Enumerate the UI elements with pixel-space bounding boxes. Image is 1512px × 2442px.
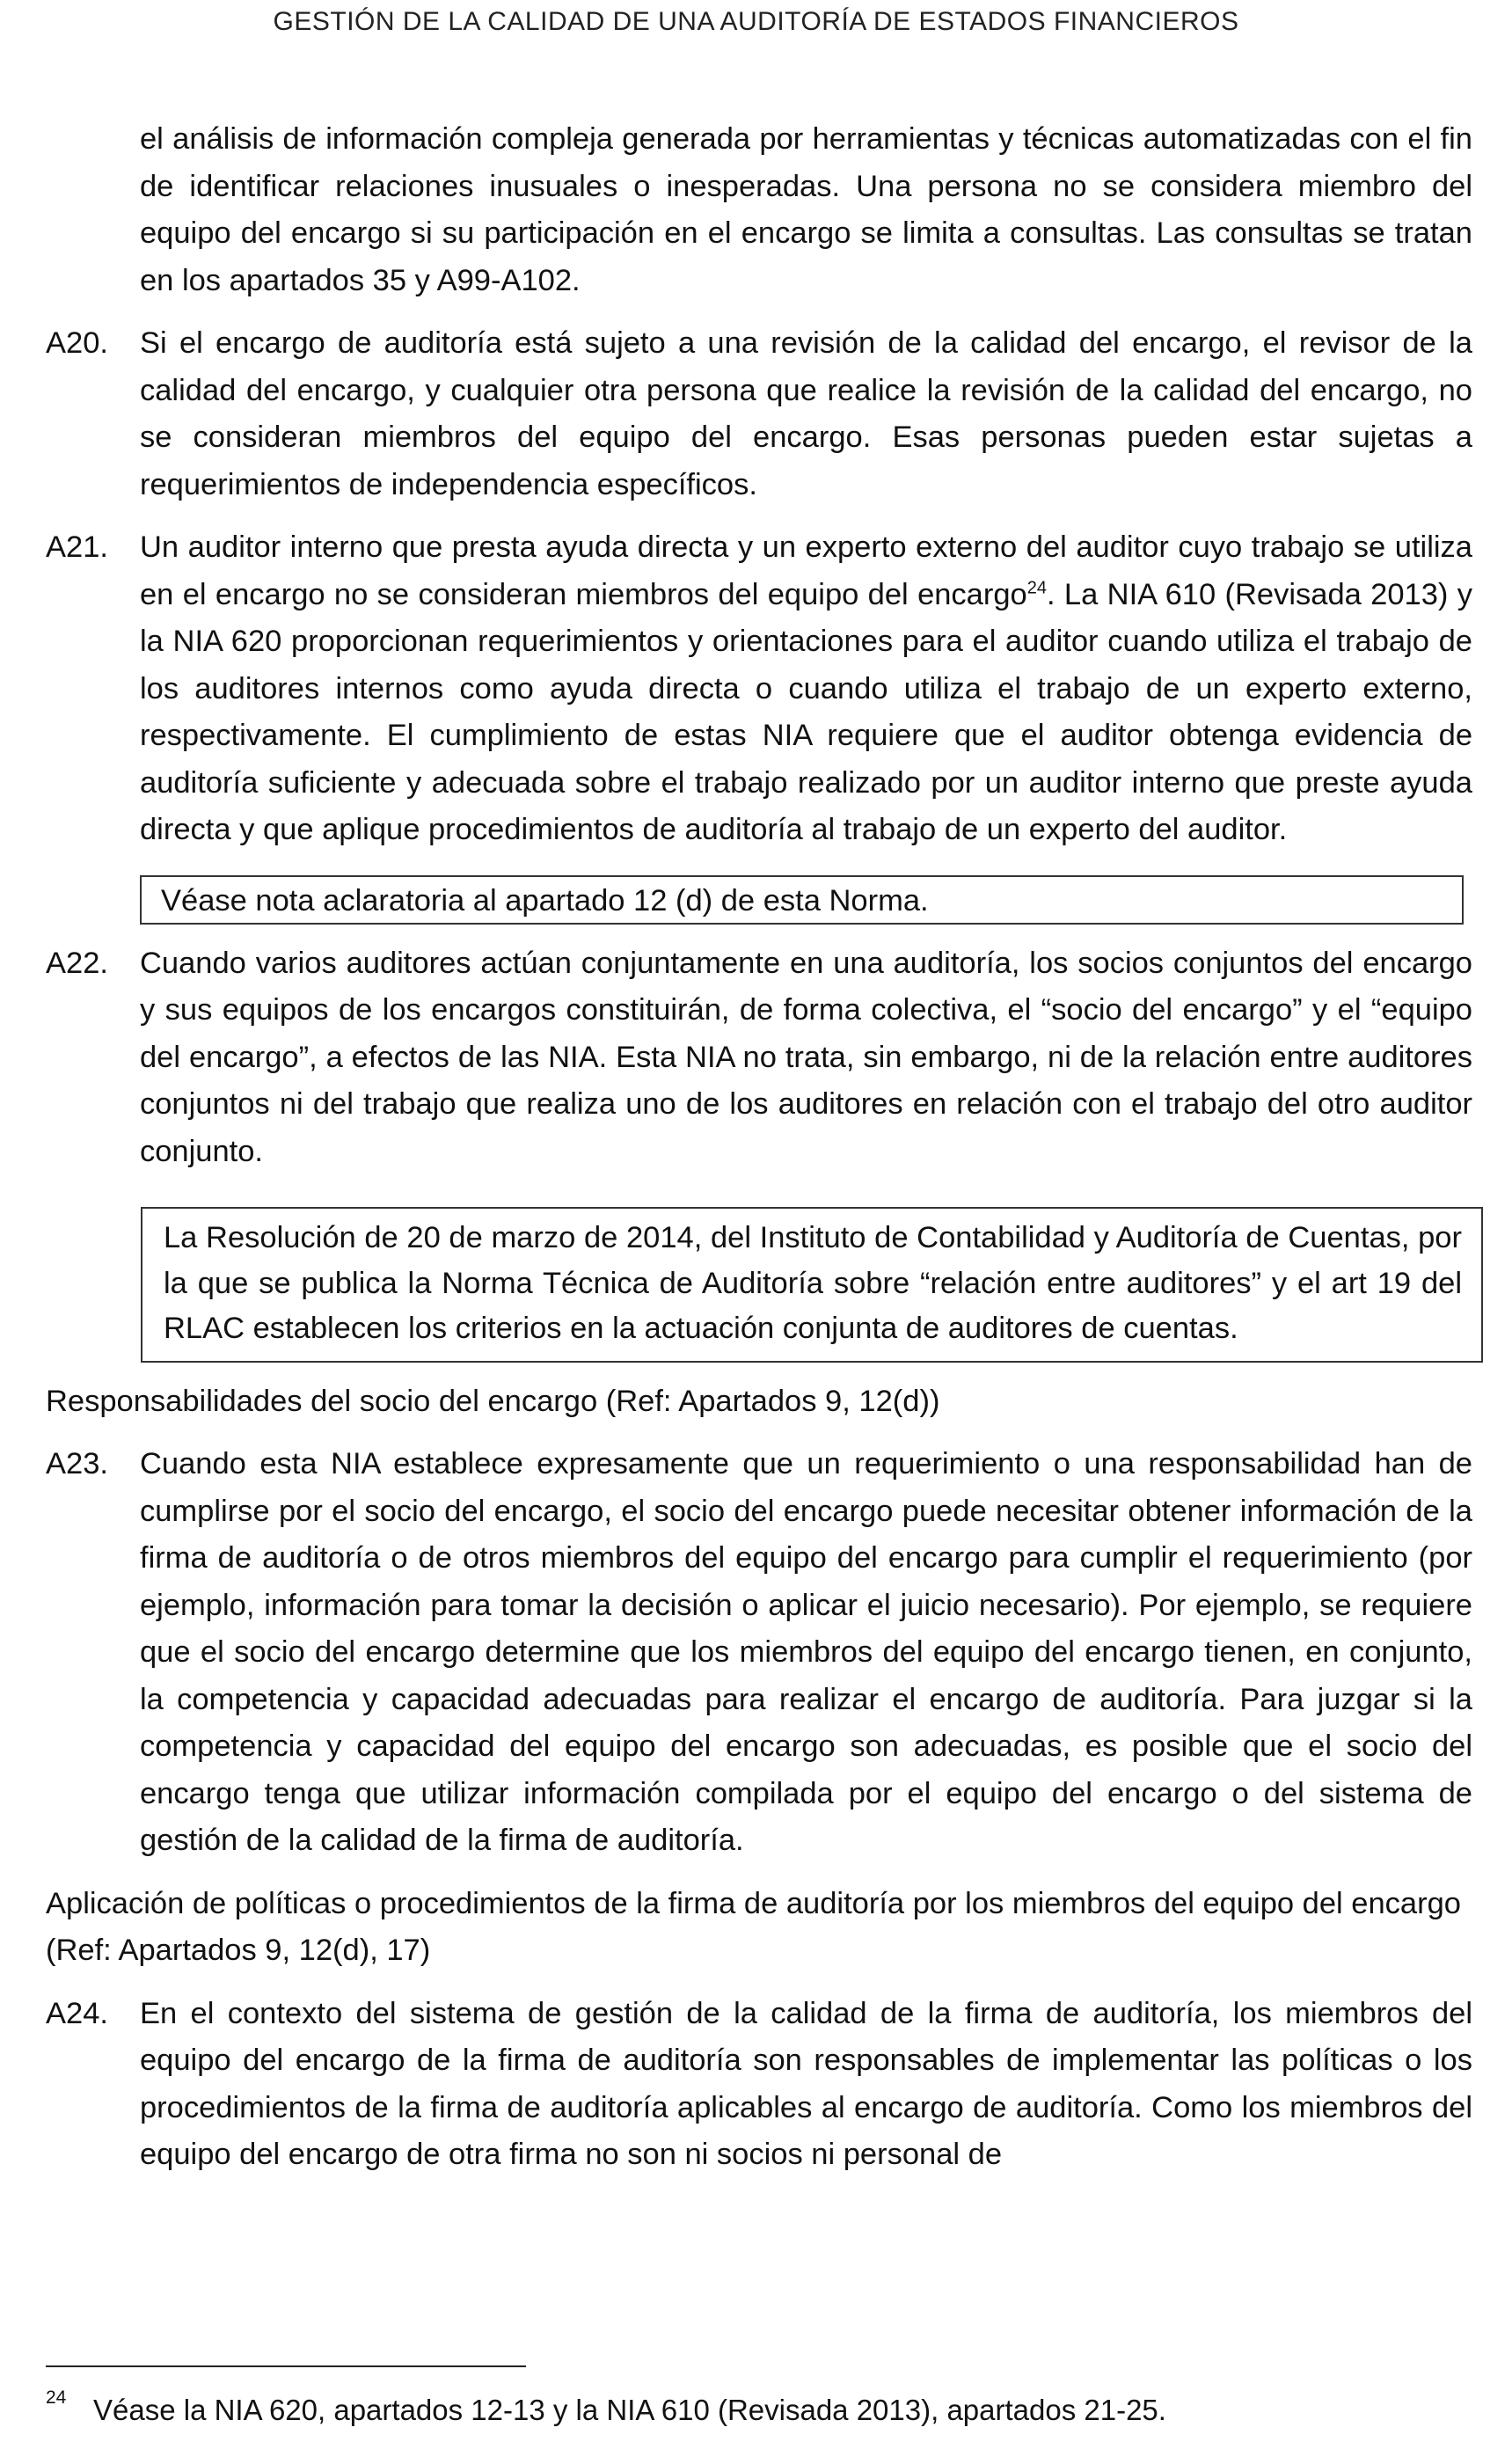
- page-body: [46, 116, 1472, 2179]
- footnote-separator: [46, 2365, 526, 2367]
- footnote-text: Véase la NIA 620, apartados 12-13 y la NIA 610 (Revisada 2013), apartados 21-25.: [93, 2394, 1166, 2426]
- text-after-footnote: . La NIA 610 (Revisada 2013) y la NIA 620 proporcionan requerimientos y orientaciones para el auditor cuando utiliza el trabajo de los auditores internos como ayuda directa o cuando utiliza el trabajo de un experto externo, respectivamente. El cumplimiento de estas NIA requiere que el auditor obtenga evidencia de auditoría suficiente y adecuada sobre el trabajo realizado por un auditor interno que preste ayuda directa y que aplique procedimientos de auditoría al trabajo de un experto del auditor.: [140, 577, 1473, 846]
- footnote-mark: 24: [46, 2387, 67, 2408]
- paragraph-number: A23.: [46, 1447, 108, 1481]
- section-heading-policies: Aplicación de políticas o procedimientos de la firma de auditoría por los miembros del equipo del encargo (Ref: Apartados 9, 12(d), 17): [46, 1886, 1461, 1967]
- footnote-reference[interactable]: 24: [1026, 578, 1047, 597]
- paragraph-text: [140, 524, 1472, 854]
- paragraph-number: A24.: [46, 1996, 108, 2030]
- intro-paragraph: el análisis de información compleja generada por herramientas y técnicas automatizadas con el fin de identificar relaciones inusuales o inesperadas. Una persona no se considera miembro del equipo del encargo si su participación en el encargo se limita a consultas. Las consultas se tratan en los apartados 35 y A99-A102.: [140, 122, 1472, 297]
- paragraph-text: Cuando varios auditores actúan conjuntamente en una auditoría, los socios conjuntos del encargo y sus equipos de los encargos constituirán, de forma colectiva, el “socio del encargo” y el “equipo del encargo”, a efectos de las NIA. Esta NIA no trata, sin embargo, ni de la relación entre auditores conjuntos ni del trabajo que realiza uno de los auditores en relación con el trabajo del otro auditor conjunto.: [140, 946, 1472, 1168]
- paragraph-a24: [46, 1991, 1472, 2179]
- footnote: [46, 2387, 1166, 2430]
- text-before-footnote: Un auditor interno que presta ayuda directa y un experto externo del auditor cuyo trabajo se utiliza en el encargo no se consideran miembros del equipo del encargo: [140, 530, 1472, 611]
- paragraph-a22: [46, 940, 1472, 1176]
- paragraph-number: A21.: [46, 530, 108, 564]
- paragraph-a20: [46, 320, 1472, 508]
- paragraph-text: Cuando esta NIA establece expresamente que un requerimiento o una responsabilidad han de cumplirse por el socio del encargo, el socio del encargo puede necesitar obtener información de la firma de auditoría o de otros miembros del equipo del encargo para cumplir el requerimiento (por ejemplo, información para tomar la decisión o aplicar el juicio necesario). Por ejemplo, se requiere que el socio del encargo determine que los miembros del equipo del encargo tienen, en conjunto, la competencia y capacidad adecuadas para realizar el encargo de auditoría. Para juzgar si la competencia y capacidad del equipo del encargo son adecuadas, es posible que el socio del encargo tenga que utilizar información compilada por el equipo del encargo o del sistema de gestión de la calidad de la firma de auditoría.: [140, 1447, 1472, 1857]
- paragraph-number: A20.: [46, 326, 108, 360]
- resolution-note-box: La Resolución de 20 de marzo de 2014, del Instituto de Contabilidad y Auditoría de Cuentas, por la que se publica la Norma Técnica de Auditoría sobre “relación entre auditores” y el art 19 del RLAC establecen los criterios en la actuación conjunta de auditores de cuentas.: [141, 1207, 1483, 1363]
- section-heading-responsibilities: Responsabilidades del socio del encargo (Ref: Apartados 9, 12(d)): [46, 1384, 940, 1418]
- paragraph-text: Si el encargo de auditoría está sujeto a una revisión de la calidad del encargo, el revisor de la calidad del encargo, y cualquier otra persona que realice la revisión de la calidad del encargo, no se consideran miembros del equipo del encargo. Esas personas pueden estar sujetas a requerimientos de independencia específicos.: [140, 326, 1472, 501]
- clarifying-note-box: Véase nota aclaratoria al apartado 12 (d) de esta Norma.: [140, 875, 1464, 925]
- paragraph-a21: [46, 524, 1472, 854]
- running-header: GESTIÓN DE LA CALIDAD DE UNA AUDITORÍA DE ESTADOS FINANCIEROS: [273, 7, 1239, 36]
- paragraph-a23: [46, 1441, 1472, 1865]
- paragraph-text: En el contexto del sistema de gestión de la calidad de la firma de auditoría, los miembros del equipo del encargo de la firma de auditoría son responsables de implementar las políticas o los procedimientos de la firma de auditoría aplicables al encargo de auditoría. Como los miembros del equipo del encargo de otra firma no son ni socios ni personal de: [140, 1996, 1472, 2171]
- paragraph-number: A22.: [46, 946, 108, 980]
